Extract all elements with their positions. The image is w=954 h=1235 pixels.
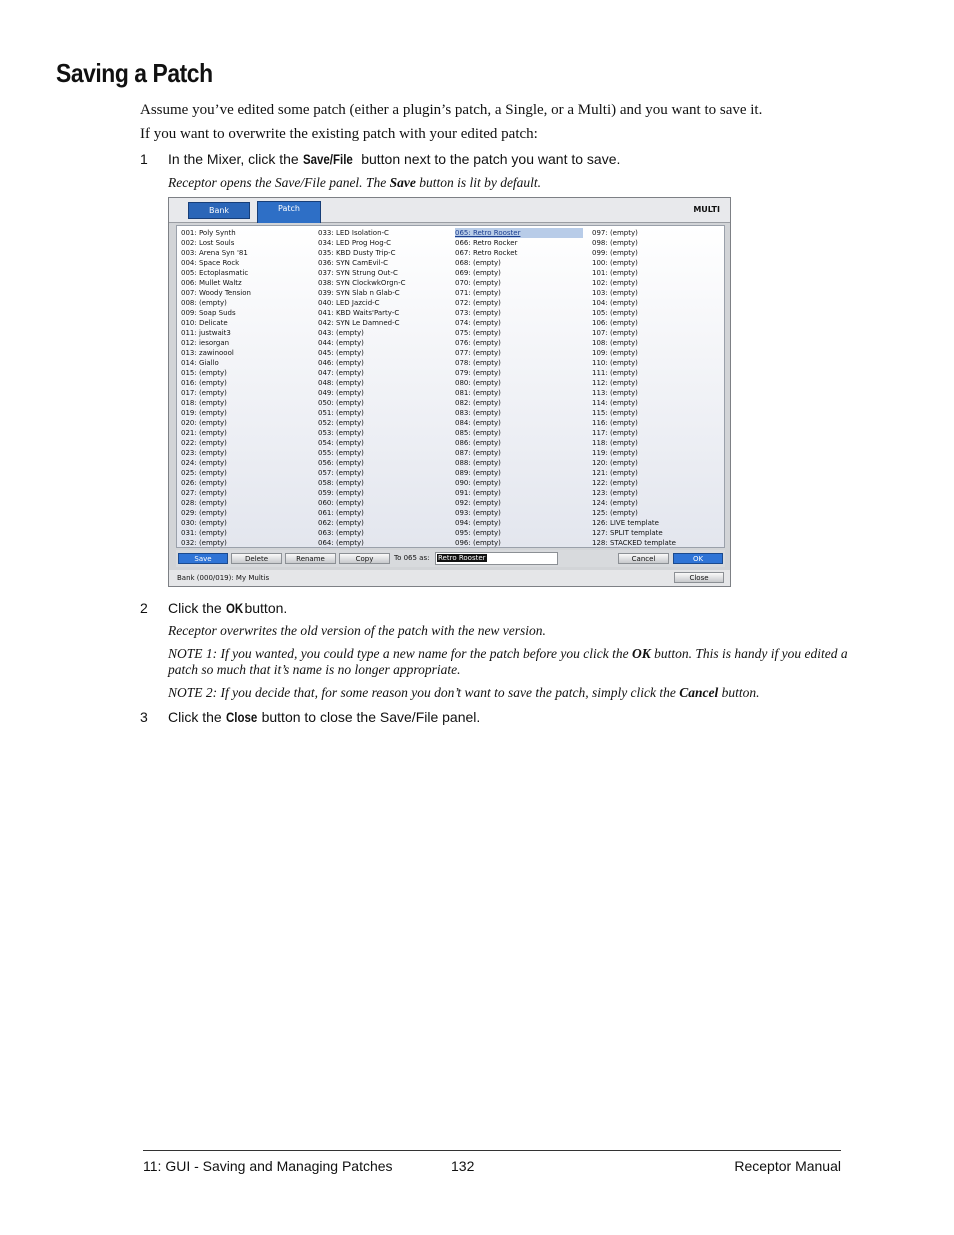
footer-page-number: 132 xyxy=(451,1158,475,1174)
save-file-panel-screenshot xyxy=(168,197,731,587)
patch-list-item[interactable]: 045: (empty) xyxy=(318,349,364,357)
patch-list-item[interactable]: 076: (empty) xyxy=(455,339,501,347)
patch-list-item[interactable]: 049: (empty) xyxy=(318,389,364,397)
patch-list-item[interactable]: 005: Ectoplasmatic xyxy=(181,269,249,277)
patch-list-item[interactable]: 082: (empty) xyxy=(455,399,501,407)
panel-tab-bar xyxy=(169,198,730,223)
patch-list-item[interactable]: 081: (empty) xyxy=(455,389,501,397)
patch-list-item[interactable]: 077: (empty) xyxy=(455,349,501,357)
patch-list-item[interactable]: 091: (empty) xyxy=(455,489,501,497)
patch-list-item[interactable]: 102: (empty) xyxy=(592,279,638,287)
patch-list-item[interactable]: 084: (empty) xyxy=(455,419,501,427)
patch-list-item[interactable]: 015: (empty) xyxy=(181,369,227,377)
patch-list-item[interactable]: 056: (empty) xyxy=(318,459,364,467)
patch-column xyxy=(455,228,585,548)
patch-list-item[interactable]: 008: (empty) xyxy=(181,299,227,307)
patch-list-item[interactable]: 055: (empty) xyxy=(318,449,364,457)
patch-list-item[interactable]: 067: Retro Rocket xyxy=(455,249,518,257)
patch-list-item[interactable]: 029: (empty) xyxy=(181,509,227,517)
step-2-note: Receptor overwrites the old version of the patch with the new version. xyxy=(168,623,546,638)
patch-list-item[interactable]: 032: (empty) xyxy=(181,539,227,547)
patch-list-item[interactable]: 092: (empty) xyxy=(455,499,501,507)
close-button[interactable]: Close xyxy=(674,572,724,583)
patch-list-item[interactable]: 058: (empty) xyxy=(318,479,364,487)
patch-list-item[interactable]: 095: (empty) xyxy=(455,529,501,537)
patch-list-item[interactable]: 086: (empty) xyxy=(455,439,501,447)
patch-list-item[interactable]: 047: (empty) xyxy=(318,369,364,377)
patch-column xyxy=(181,228,311,548)
patch-list-item[interactable]: 053: (empty) xyxy=(318,429,364,437)
patch-list-item[interactable]: 023: (empty) xyxy=(181,449,227,457)
action-bar xyxy=(176,550,725,567)
patch-list-item[interactable]: 061: (empty) xyxy=(318,509,364,517)
patch-list-item[interactable]: 052: (empty) xyxy=(318,419,364,427)
patch-list-item[interactable]: 059: (empty) xyxy=(318,489,364,497)
patch-column xyxy=(318,228,448,548)
patch-name-input[interactable]: Retro Rooster xyxy=(435,552,558,565)
patch-list-item[interactable]: 088: (empty) xyxy=(455,459,501,467)
patch-list-item[interactable]: 043: (empty) xyxy=(318,329,364,337)
step-3-text: Click the Close button to close the Save/File panel. xyxy=(168,709,481,725)
patch-list-item[interactable]: 054: (empty) xyxy=(318,439,364,447)
intro-paragraph: Assume you’ve edited some patch (either a plugin’s patch, a Single, or a Multi) and you want to save it. xyxy=(140,102,763,118)
bank-status: Bank (000/019): My Multis xyxy=(177,574,270,582)
patch-list-item[interactable]: 004: Space Rock xyxy=(181,259,240,267)
patch-list-item[interactable]: 019: (empty) xyxy=(181,409,227,417)
delete-button[interactable]: Delete xyxy=(231,553,282,564)
patch-list-item[interactable]: 041: KBD Waits'Party-C xyxy=(318,309,400,317)
patch-list-item[interactable]: 121: (empty) xyxy=(592,469,638,477)
step-1-note: Receptor opens the Save/File panel. The Save button is lit by default. xyxy=(168,175,542,190)
patch-list-item[interactable]: 128: STACKED template xyxy=(592,539,676,547)
patch-list-item[interactable]: 024: (empty) xyxy=(181,459,227,467)
patch-list-item[interactable]: 118: (empty) xyxy=(592,439,638,447)
patch-list-item[interactable]: 021: (empty) xyxy=(181,429,227,437)
step-1-text: In the Mixer, click the Save/File button next to the patch you want to save. xyxy=(168,151,621,167)
patch-list-item[interactable]: 012: iesorgan xyxy=(181,339,230,347)
tab-bank[interactable]: Bank xyxy=(188,202,250,219)
patch-list-item[interactable]: 094: (empty) xyxy=(455,519,501,527)
copy-button[interactable]: Copy xyxy=(339,553,390,564)
patch-list-item[interactable]: 096: (empty) xyxy=(455,539,501,547)
footer-chapter: 11: GUI - Saving and Managing Patches xyxy=(143,1158,393,1174)
patch-list-item[interactable]: 087: (empty) xyxy=(455,449,501,457)
patch-list-item[interactable]: 090: (empty) xyxy=(455,479,501,487)
patch-list-item[interactable]: 106: (empty) xyxy=(592,319,638,327)
patch-list-item[interactable]: 093: (empty) xyxy=(455,509,501,517)
patch-list-item[interactable]: 075: (empty) xyxy=(455,329,501,337)
patch-list-item[interactable]: 003: Arena Syn '81 xyxy=(181,249,248,257)
patch-list-item[interactable]: 127: SPLIT template xyxy=(592,529,663,537)
patch-list-item[interactable]: 122: (empty) xyxy=(592,479,638,487)
patch-list-item[interactable]: 078: (empty) xyxy=(455,359,501,367)
save-button[interactable]: Save xyxy=(178,553,228,564)
patch-list-item[interactable]: 026: (empty) xyxy=(181,479,227,487)
patch-list-item[interactable]: 113: (empty) xyxy=(592,389,638,397)
patch-list-item[interactable]: 033: LED Isolation-C xyxy=(318,229,389,237)
keyword: Close xyxy=(225,709,257,725)
patch-list-item[interactable]: 001: Poly Synth xyxy=(181,229,236,237)
patch-list-item[interactable]: 027: (empty) xyxy=(181,489,227,497)
status-bar xyxy=(169,570,730,586)
keyword: OK xyxy=(225,600,243,616)
patch-list-item[interactable]: 016: (empty) xyxy=(181,379,227,387)
patch-list-item[interactable]: 065: Retro Rooster xyxy=(455,228,583,238)
patch-list-item[interactable]: 085: (empty) xyxy=(455,429,501,437)
intro-paragraph: If you want to overwrite the existing patch with your edited patch: xyxy=(140,126,538,142)
patch-list xyxy=(176,225,725,548)
footer-manual-title: Receptor Manual xyxy=(734,1158,841,1174)
patch-list-item[interactable]: 037: SYN Strung Out-C xyxy=(318,269,398,277)
step-number: 2 xyxy=(140,600,148,616)
patch-list-item[interactable]: 051: (empty) xyxy=(318,409,364,417)
patch-list-item[interactable]: 022: (empty) xyxy=(181,439,227,447)
patch-list-item[interactable]: 099: (empty) xyxy=(592,249,638,257)
patch-list-item[interactable]: 020: (empty) xyxy=(181,419,227,427)
patch-list-item[interactable]: 107: (empty) xyxy=(592,329,638,337)
patch-list-item[interactable]: 050: (empty) xyxy=(318,399,364,407)
patch-list-item[interactable]: 046: (empty) xyxy=(318,359,364,367)
patch-list-item[interactable]: 039: SYN Slab n Glab-C xyxy=(318,289,400,297)
patch-list-item[interactable]: 025: (empty) xyxy=(181,469,227,477)
patch-list-item[interactable]: 083: (empty) xyxy=(455,409,501,417)
patch-list-item[interactable]: 038: SYN ClockwkOrgn-C xyxy=(318,279,406,287)
patch-list-item[interactable]: 123: (empty) xyxy=(592,489,638,497)
patch-list-item[interactable]: 069: (empty) xyxy=(455,269,501,277)
patch-list-item[interactable]: 097: (empty) xyxy=(592,229,638,237)
step-number: 3 xyxy=(140,709,148,725)
patch-list-item[interactable]: 117: (empty) xyxy=(592,429,638,437)
patch-list-item[interactable]: 017: (empty) xyxy=(181,389,227,397)
patch-list-item[interactable]: 110: (empty) xyxy=(592,359,638,367)
patch-list-item[interactable]: 098: (empty) xyxy=(592,239,638,247)
patch-column xyxy=(592,228,722,548)
patch-list-item[interactable]: 028: (empty) xyxy=(181,499,227,507)
patch-list-item[interactable]: 057: (empty) xyxy=(318,469,364,477)
step-2-text: Click the OK button. xyxy=(168,600,288,616)
mode-label: MULTI xyxy=(693,205,720,214)
patch-list-item[interactable]: 009: Soap Suds xyxy=(181,309,236,317)
patch-list-item[interactable]: 124: (empty) xyxy=(592,499,638,507)
target-label: To 065 as: xyxy=(394,554,430,562)
patch-list-item[interactable]: 031: (empty) xyxy=(181,529,227,537)
patch-list-item[interactable]: 010: Delicate xyxy=(181,319,228,327)
patch-list-item[interactable]: 011: justwait3 xyxy=(181,329,231,337)
patch-list-item[interactable]: 060: (empty) xyxy=(318,499,364,507)
patch-list-item[interactable]: 080: (empty) xyxy=(455,379,501,387)
patch-list-item[interactable]: 072: (empty) xyxy=(455,299,501,307)
patch-list-item[interactable]: 100: (empty) xyxy=(592,259,638,267)
patch-list-item[interactable]: 007: Woody Tension xyxy=(181,289,251,297)
patch-list-item[interactable]: 105: (empty) xyxy=(592,309,638,317)
patch-list-item[interactable]: 048: (empty) xyxy=(318,379,364,387)
patch-list-item[interactable]: 002: Lost Souls xyxy=(181,239,235,247)
patch-list-item[interactable]: 115: (empty) xyxy=(592,409,638,417)
patch-list-item[interactable]: 111: (empty) xyxy=(592,369,638,377)
ok-button[interactable]: OK xyxy=(673,553,723,564)
step-number: 1 xyxy=(140,151,148,167)
keyword: Save/File xyxy=(302,151,353,167)
patch-list-item[interactable]: 036: SYN CamEvil-C xyxy=(318,259,388,267)
patch-list-item[interactable]: 063: (empty) xyxy=(318,529,364,537)
rename-button[interactable]: Rename xyxy=(285,553,336,564)
patch-list-item[interactable]: 035: KBD Dusty Trip-C xyxy=(318,249,396,257)
patch-list-item[interactable]: 079: (empty) xyxy=(455,369,501,377)
patch-list-item[interactable]: 114: (empty) xyxy=(592,399,638,407)
patch-list-item[interactable]: 042: SYN Le Damned-C xyxy=(318,319,400,327)
patch-list-item[interactable]: 109: (empty) xyxy=(592,349,638,357)
patch-list-item[interactable]: 014: Giallo xyxy=(181,359,219,367)
patch-list-item[interactable]: 112: (empty) xyxy=(592,379,638,387)
patch-list-item[interactable]: 108: (empty) xyxy=(592,339,638,347)
patch-list-item[interactable]: 103: (empty) xyxy=(592,289,638,297)
patch-list-item[interactable]: 068: (empty) xyxy=(455,259,501,267)
patch-list-item[interactable]: 034: LED Prog Hog-C xyxy=(318,239,392,247)
patch-list-item[interactable]: 074: (empty) xyxy=(455,319,501,327)
patch-list-item[interactable]: 125: (empty) xyxy=(592,509,638,517)
patch-list-item[interactable]: 066: Retro Rocker xyxy=(455,239,518,247)
page-title: Saving a Patch xyxy=(56,58,213,88)
patch-list-item[interactable]: 119: (empty) xyxy=(592,449,638,457)
patch-list-item[interactable]: 071: (empty) xyxy=(455,289,501,297)
patch-list-item[interactable]: 064: (empty) xyxy=(318,539,364,547)
patch-list-item[interactable]: 120: (empty) xyxy=(592,459,638,467)
footer-divider xyxy=(143,1150,841,1151)
cancel-button[interactable]: Cancel xyxy=(618,553,669,564)
patch-list-item[interactable]: 018: (empty) xyxy=(181,399,227,407)
patch-list-item[interactable]: 116: (empty) xyxy=(592,419,638,427)
patch-list-item[interactable]: 044: (empty) xyxy=(318,339,364,347)
patch-list-item[interactable]: 006: Mullet Waltz xyxy=(181,279,242,287)
patch-list-item[interactable]: 126: LIVE template xyxy=(592,519,659,527)
patch-list-item[interactable]: 070: (empty) xyxy=(455,279,501,287)
patch-list-item[interactable]: 089: (empty) xyxy=(455,469,501,477)
patch-list-item[interactable]: 101: (empty) xyxy=(592,269,638,277)
patch-list-item[interactable]: 062: (empty) xyxy=(318,519,364,527)
note-2: NOTE 2: If you decide that, for some reason you don’t want to save the patch, simply click the Cancel button. xyxy=(168,685,760,700)
patch-list-item[interactable]: 040: LED Jazcid-C xyxy=(318,299,380,307)
note-1: NOTE 1: If you wanted, you could type a new name for the patch before you click the OK button. This is handy if you edited a patch so much that it’s name is no longer appropriate. xyxy=(168,646,848,677)
patch-list-item[interactable]: 030: (empty) xyxy=(181,519,227,527)
patch-list-item[interactable]: 013: zawinoool xyxy=(181,349,234,357)
patch-list-item[interactable]: 073: (empty) xyxy=(455,309,501,317)
tab-patch[interactable]: Patch xyxy=(257,201,321,223)
patch-list-item[interactable]: 104: (empty) xyxy=(592,299,638,307)
